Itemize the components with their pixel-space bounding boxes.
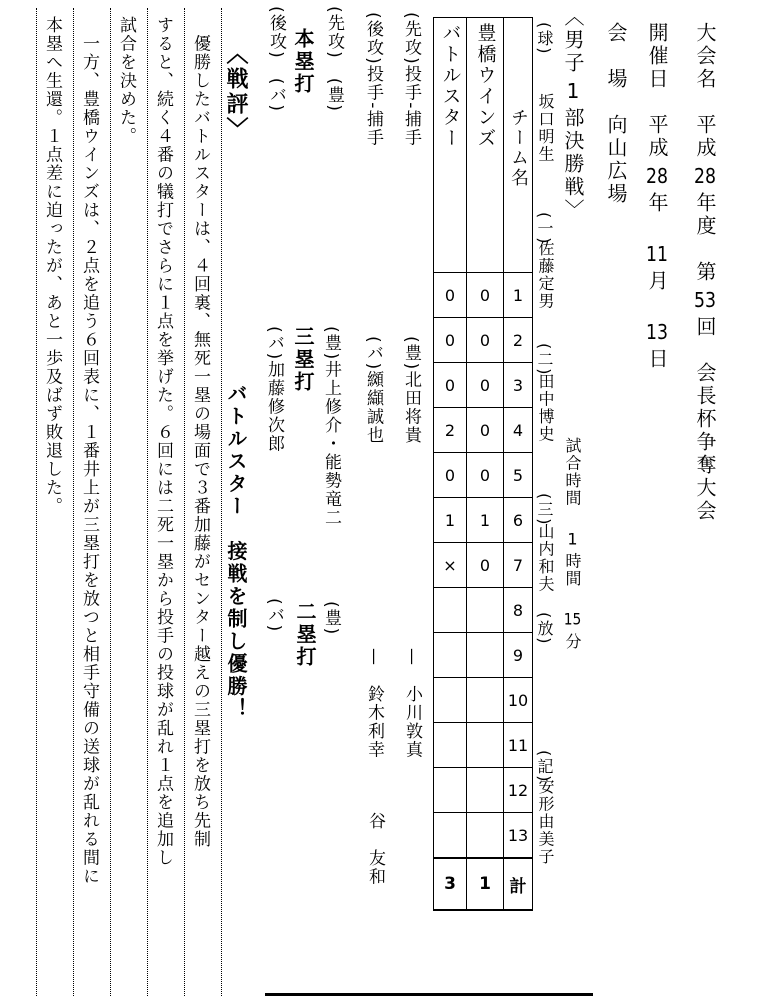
score-toyohashi-inning-12 <box>467 768 504 813</box>
total-label: 計 <box>504 858 533 910</box>
team-header-toyohashi <box>467 18 504 273</box>
official-name-second: 田中博史 <box>536 373 555 443</box>
scoreboard-total-row <box>434 858 533 910</box>
score-battlestar-inning-5: 0 <box>434 453 467 498</box>
review-column-1: 優勝したバトルスターは、４回裏、無死一塁の場面で３番加藤がセンター越えの三塁打を放ち先制 <box>190 16 210 849</box>
inning-number-12: 12 <box>504 768 533 813</box>
score-battlestar-inning-3: 0 <box>434 363 467 408</box>
score-toyohashi-inning-2: 0 <box>467 318 504 363</box>
triple-first-players: (豊)井上修介・能勢竜二 <box>321 326 341 528</box>
triple-second-players: (バ)加藤修次郎 <box>264 326 284 454</box>
score-toyohashi-inning-3: 0 <box>467 363 504 408</box>
official-label-plate: (球) <box>535 22 554 55</box>
score-battlestar-inning-11 <box>434 723 467 768</box>
score-battlestar-inning-6: 1 <box>434 498 467 543</box>
scoreboard-inning-row <box>434 813 533 859</box>
home-run-first-mark: (先攻) (豊) <box>324 6 344 113</box>
official-name-plate: 坂口明生 <box>536 93 555 163</box>
battery-first-pitcher: (豊)北田将貴 <box>401 336 421 445</box>
double-label: 二塁打 <box>293 601 317 669</box>
inning-number-7: 7 <box>504 543 533 588</box>
home-run-label: 本塁打 <box>291 28 315 96</box>
double-first-mark: (豊) <box>321 601 341 636</box>
double-second-mark: (バ) <box>264 598 284 633</box>
score-toyohashi-inning-6: 1 <box>467 498 504 543</box>
tournament-name: 大会名 平成28年度 第53回 会長杯争奪大会 <box>693 22 717 523</box>
score-toyohashi-inning-4: 0 <box>467 408 504 453</box>
scoreboard-inning-row <box>434 588 533 633</box>
official-name-third: 山内和夫 <box>536 523 555 593</box>
column-divider <box>73 8 74 996</box>
scoreboard-inning-row <box>434 633 533 678</box>
inning-number-11: 11 <box>504 723 533 768</box>
scoreboard-inning-row <box>434 498 533 543</box>
battery-second-label: (後攻)投手‐捕手 <box>363 12 383 147</box>
inning-number-10: 10 <box>504 678 533 723</box>
column-divider <box>221 8 222 996</box>
inning-number-4: 4 <box>504 408 533 453</box>
score-battlestar-inning-7: × <box>434 543 467 588</box>
battery-second-catcher-2: 谷 友和 <box>365 812 385 886</box>
game-time: 試合時間 1時間 15分 <box>563 437 582 651</box>
scoreboard-inning-row <box>434 768 533 813</box>
team-name-toyohashi: 豊橋ウインズ <box>474 23 497 149</box>
battery-first-label: (先攻)投手‐捕手 <box>401 12 421 147</box>
inning-number-6: 6 <box>504 498 533 543</box>
review-column-2: すると、続く４番の犠打でさらに１点を挙げた。６回には二死一塁から投手の投球が乱れ１点を追加し <box>153 16 173 867</box>
score-battlestar-inning-9 <box>434 633 467 678</box>
team-header-battlestar <box>434 18 467 273</box>
score-toyohashi-inning-13 <box>467 813 504 859</box>
battery-second-catcher: — 鈴木利幸 <box>364 648 384 759</box>
line-score-table <box>433 17 533 911</box>
inning-number-5: 5 <box>504 453 533 498</box>
official-name-first: 佐藤定男 <box>536 240 555 310</box>
home-run-second-mark: (後攻) (バ) <box>266 6 286 113</box>
battery-first-catcher: — 小川敦真 <box>402 648 422 759</box>
score-battlestar-inning-4: 2 <box>434 408 467 453</box>
score-toyohashi-inning-7: 0 <box>467 543 504 588</box>
official-label-first: (一) <box>535 212 554 245</box>
official-label-announcer: (放) <box>535 612 554 645</box>
scoreboard-inning-row <box>434 678 533 723</box>
column-divider <box>147 8 148 996</box>
venue: 会 場 向山広場 <box>604 22 628 206</box>
review-column-4: 一方、豊橋ウインズは、２点を追う６回表に、１番井上が三塁打を放つと相手守備の送球が乱れる間に <box>79 16 99 886</box>
scoreboard-header-row <box>434 18 533 273</box>
score-toyohashi-inning-8 <box>467 588 504 633</box>
scoreboard-inning-row <box>434 363 533 408</box>
total-battlestar: 3 <box>434 858 467 910</box>
review-column-3: 試合を決めた。 <box>116 16 136 146</box>
inning-number-13: 13 <box>504 813 533 859</box>
scoreboard-inning-row <box>434 723 533 768</box>
score-battlestar-inning-12 <box>434 768 467 813</box>
review-column-5: 本塁へ生還。１点差に迫ったが、あと一歩及ばず敗退した。 <box>42 16 62 516</box>
review-headline: バトルスター 接戦を制し優勝！ <box>224 383 248 721</box>
inning-number-3: 3 <box>504 363 533 408</box>
triple-label: 三塁打 <box>291 326 315 394</box>
inning-number-2: 2 <box>504 318 533 363</box>
inning-number-8: 8 <box>504 588 533 633</box>
column-divider <box>184 8 185 996</box>
official-label-scorer: (記) <box>535 750 554 783</box>
inning-number-9: 9 <box>504 633 533 678</box>
division-title: 〈男子1部決勝戦〉 <box>561 6 585 222</box>
official-name-scorer: 安形由美子 <box>536 778 555 866</box>
score-toyohashi-inning-1: 0 <box>467 273 504 318</box>
bottom-rule <box>265 993 593 996</box>
score-battlestar-inning-13 <box>434 813 467 859</box>
scoreboard-inning-row <box>434 318 533 363</box>
review-heading: 〈戦評〉 <box>223 42 248 142</box>
team-name-battlestar: バトルスター <box>439 23 462 149</box>
official-label-third: (三) <box>535 493 554 526</box>
battery-second-pitcher: (バ)纐纈誠也 <box>363 336 383 445</box>
corner-label: チーム名 <box>508 108 529 188</box>
official-label-second: (二) <box>535 343 554 376</box>
inning-number-1: 1 <box>504 273 533 318</box>
score-battlestar-inning-2: 0 <box>434 318 467 363</box>
scoreboard-inning-row <box>434 453 533 498</box>
score-toyohashi-inning-11 <box>467 723 504 768</box>
event-date: 開催日 平成28年 11月 13日 <box>645 22 669 371</box>
team-name-corner-header <box>504 18 533 273</box>
score-battlestar-inning-8 <box>434 588 467 633</box>
score-battlestar-inning-10 <box>434 678 467 723</box>
score-toyohashi-inning-9 <box>467 633 504 678</box>
score-toyohashi-inning-5: 0 <box>467 453 504 498</box>
score-toyohashi-inning-10 <box>467 678 504 723</box>
score-battlestar-inning-1: 0 <box>434 273 467 318</box>
scoreboard-inning-row <box>434 408 533 453</box>
column-divider <box>36 8 37 996</box>
column-divider <box>110 8 111 996</box>
total-toyohashi: 1 <box>467 858 504 910</box>
scoreboard-inning-row <box>434 543 533 588</box>
scoreboard-inning-row <box>434 273 533 318</box>
